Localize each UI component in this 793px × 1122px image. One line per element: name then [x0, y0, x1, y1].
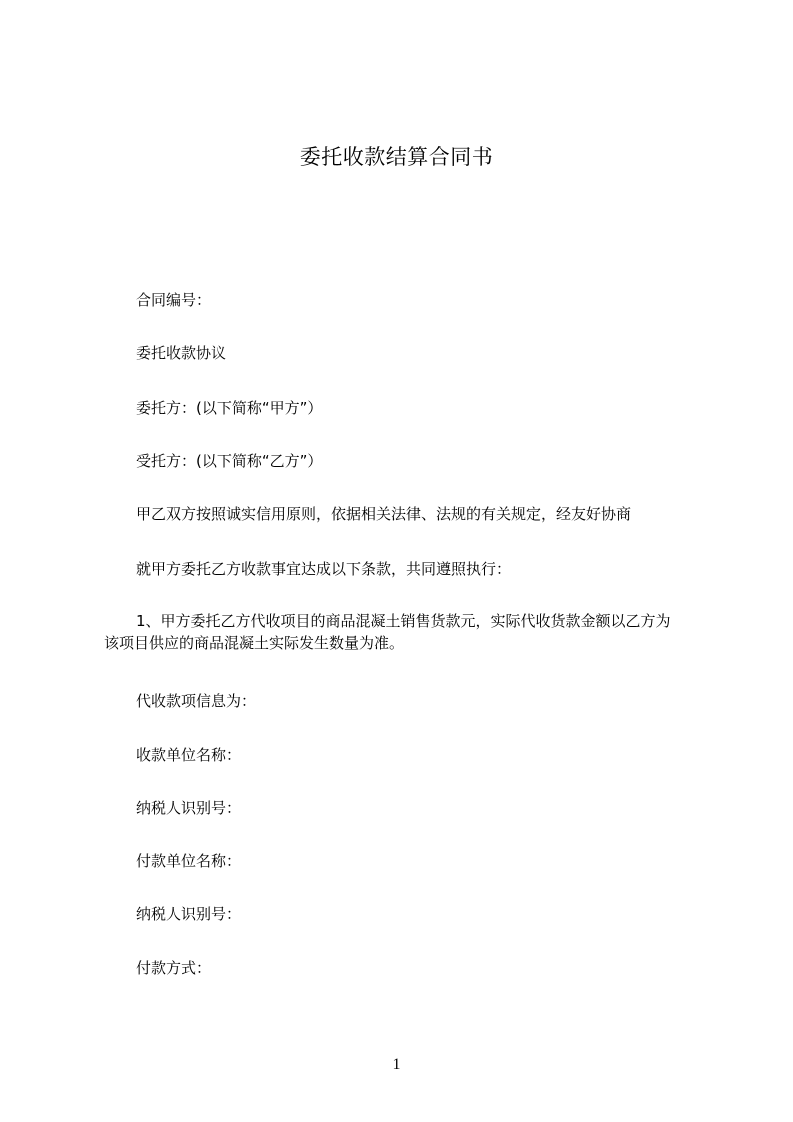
clause-1-line-2: 该项目供应的商品混凝土实际发生数量为准。 — [104, 634, 405, 652]
clause-1-line-1: 1、甲方委托乙方代收项目的商品混凝土销售货款元，实际代收货款金额以乙方为 — [136, 612, 671, 630]
clause-1 — [104, 610, 716, 654]
collection-info-heading: 代收款项信息为： — [136, 692, 257, 710]
contract-number-line: 合同编号： — [136, 291, 212, 309]
page-number: 1 — [392, 1056, 401, 1073]
payer-tax-id-field: 纳税人识别号： — [136, 905, 242, 923]
agreement-name-line: 委托收款协议 — [136, 344, 227, 362]
payment-method-field: 付款方式： — [136, 959, 212, 977]
preamble-line-2: 就甲方委托乙方收款事宜达成以下条款，共同遵照执行： — [136, 560, 512, 578]
payer-name-field: 付款单位名称： — [136, 852, 242, 870]
preamble-line-1: 甲乙双方按照诚实信用原则，依据相关法律、法规的有关规定，经友好协商 — [136, 505, 632, 523]
document-title: 委托收款结算合同书 — [299, 145, 494, 169]
agent-party-line: 受托方：(以下简称“乙方”） — [136, 452, 323, 470]
principal-party-line: 委托方：(以下简称“甲方”） — [136, 399, 323, 417]
payee-tax-id-field: 纳税人识别号： — [136, 799, 242, 817]
payee-name-field: 收款单位名称： — [136, 746, 242, 764]
